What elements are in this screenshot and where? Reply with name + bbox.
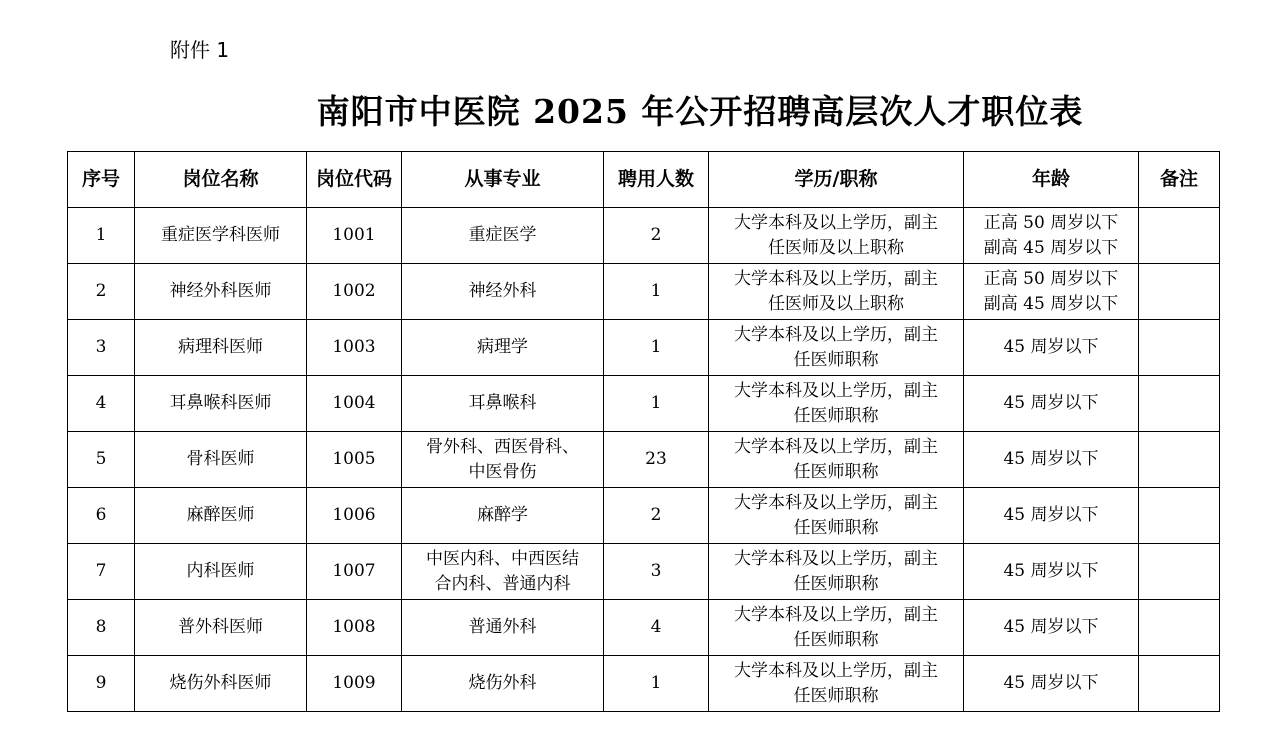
note-cell	[1139, 600, 1220, 656]
row-number-cell: 4	[68, 376, 135, 432]
row-number-cell: 6	[68, 488, 135, 544]
position-name-cell: 神经外科医师	[135, 264, 307, 320]
position-name-cell: 麻醉医师	[135, 488, 307, 544]
hire-count-cell: 1	[604, 656, 709, 712]
note-cell	[1139, 432, 1220, 488]
education-cell	[709, 320, 964, 376]
note-cell	[1139, 264, 1220, 320]
header-cell: 从事专业	[402, 152, 604, 208]
education-cell-line: 大学本科及以上学历，副主	[734, 436, 938, 457]
education-cell	[709, 656, 964, 712]
position-name-cell: 重症医学科医师	[135, 208, 307, 264]
hire-count-cell: 4	[604, 600, 709, 656]
age-cell	[964, 544, 1139, 600]
note-cell	[1139, 376, 1220, 432]
education-cell-line: 任医师职称	[793, 461, 879, 482]
education-cell	[709, 488, 964, 544]
major-cell	[402, 320, 604, 376]
row-number-cell: 7	[68, 544, 135, 600]
position-code-cell: 1007	[307, 544, 402, 600]
hire-count-cell: 2	[604, 488, 709, 544]
education-cell-line: 大学本科及以上学历，副主	[734, 604, 938, 625]
age-cell-line: 45 周岁以下	[1003, 561, 1099, 581]
hire-count-cell: 1	[604, 320, 709, 376]
education-cell	[709, 544, 964, 600]
age-cell	[964, 600, 1139, 656]
education-cell-line: 大学本科及以上学历，副主	[734, 548, 938, 569]
position-code-cell: 1005	[307, 432, 402, 488]
age-cell-line: 45 周岁以下	[1003, 617, 1099, 637]
table-row	[68, 488, 1220, 544]
hire-count-cell: 23	[604, 432, 709, 488]
education-cell	[709, 600, 964, 656]
major-cell-line: 耳鼻喉科	[468, 393, 537, 413]
row-number-cell: 5	[68, 432, 135, 488]
education-cell-line: 任医师职称	[793, 685, 879, 706]
major-cell-line: 骨外科、西医骨科、	[426, 436, 579, 457]
row-number-cell: 9	[68, 656, 135, 712]
position-code-cell: 1002	[307, 264, 402, 320]
hire-count-cell: 2	[604, 208, 709, 264]
major-cell	[402, 376, 604, 432]
header-row	[68, 152, 1220, 208]
education-cell-line: 大学本科及以上学历，副主	[734, 492, 938, 513]
table-row	[68, 376, 1220, 432]
age-cell	[964, 320, 1139, 376]
education-cell-line: 任医师职称	[793, 405, 879, 426]
age-cell-line: 副高 45 周岁以下	[983, 237, 1119, 258]
position-name-cell: 普外科医师	[135, 600, 307, 656]
education-cell-line: 大学本科及以上学历，副主	[734, 212, 938, 233]
education-cell	[709, 432, 964, 488]
age-cell	[964, 208, 1139, 264]
major-cell-line: 重症医学	[468, 225, 537, 245]
education-cell-line: 任医师及以上职称	[768, 293, 904, 314]
table-row	[68, 544, 1220, 600]
education-cell-line: 任医师职称	[793, 517, 879, 538]
major-cell	[402, 264, 604, 320]
position-code-cell: 1009	[307, 656, 402, 712]
table-row	[68, 264, 1220, 320]
major-cell	[402, 208, 604, 264]
age-cell-line: 正高 50 周岁以下	[983, 212, 1119, 233]
education-cell-line: 任医师职称	[793, 349, 879, 370]
education-cell	[709, 208, 964, 264]
age-cell-line: 45 周岁以下	[1003, 393, 1099, 413]
note-cell	[1139, 488, 1220, 544]
major-cell	[402, 488, 604, 544]
header-cell: 序号	[68, 152, 135, 208]
header-cell: 岗位名称	[135, 152, 307, 208]
major-cell-line: 病理学	[477, 337, 528, 357]
table-row	[68, 600, 1220, 656]
position-name-cell: 耳鼻喉科医师	[135, 376, 307, 432]
education-cell	[709, 264, 964, 320]
positions-table	[67, 151, 1220, 712]
age-cell-line: 45 周岁以下	[1003, 337, 1099, 357]
major-cell	[402, 544, 604, 600]
table-row	[68, 656, 1220, 712]
table-row	[68, 320, 1220, 376]
position-name-cell: 病理科医师	[135, 320, 307, 376]
major-cell	[402, 656, 604, 712]
note-cell	[1139, 320, 1220, 376]
education-cell-line: 大学本科及以上学历，副主	[734, 324, 938, 345]
position-name-cell: 烧伤外科医师	[135, 656, 307, 712]
position-code-cell: 1006	[307, 488, 402, 544]
major-cell	[402, 432, 604, 488]
age-cell	[964, 656, 1139, 712]
position-name-cell: 内科医师	[135, 544, 307, 600]
header-cell: 年龄	[964, 152, 1139, 208]
header-cell: 备注	[1139, 152, 1220, 208]
education-cell-line: 任医师职称	[793, 629, 879, 650]
header-cell: 聘用人数	[604, 152, 709, 208]
hire-count-cell: 1	[604, 264, 709, 320]
major-cell-line: 神经外科	[468, 281, 537, 301]
row-number-cell: 3	[68, 320, 135, 376]
position-code-cell: 1001	[307, 208, 402, 264]
note-cell	[1139, 656, 1220, 712]
position-name-cell: 骨科医师	[135, 432, 307, 488]
age-cell-line: 45 周岁以下	[1003, 673, 1099, 693]
age-cell-line: 45 周岁以下	[1003, 505, 1099, 525]
age-cell-line: 正高 50 周岁以下	[983, 268, 1119, 289]
major-cell-line: 合内科、普通内科	[434, 573, 571, 594]
attachment-label: 附件 1	[170, 38, 230, 62]
education-cell-line: 大学本科及以上学历，副主	[734, 380, 938, 401]
education-cell-line: 大学本科及以上学历，副主	[734, 268, 938, 289]
age-cell	[964, 376, 1139, 432]
hire-count-cell: 3	[604, 544, 709, 600]
major-cell-line: 烧伤外科	[468, 673, 537, 693]
note-cell	[1139, 544, 1220, 600]
major-cell-line: 麻醉学	[477, 505, 528, 525]
hire-count-cell: 1	[604, 376, 709, 432]
age-cell	[964, 488, 1139, 544]
education-cell-line: 任医师职称	[793, 573, 879, 594]
row-number-cell: 8	[68, 600, 135, 656]
age-cell-line: 副高 45 周岁以下	[983, 293, 1119, 314]
age-cell-line: 45 周岁以下	[1003, 449, 1099, 469]
major-cell-line: 普通外科	[468, 617, 537, 637]
major-cell-line: 中医内科、中西医结	[426, 548, 579, 569]
header-cell: 岗位代码	[307, 152, 402, 208]
education-cell-line: 任医师及以上职称	[768, 237, 904, 258]
age-cell	[964, 264, 1139, 320]
education-cell	[709, 376, 964, 432]
education-cell-line: 大学本科及以上学历，副主	[734, 660, 938, 681]
page-title: 南阳市中医院 2025 年公开招聘高层次人才职位表	[316, 92, 1084, 131]
age-cell	[964, 432, 1139, 488]
major-cell-line: 中医骨伤	[468, 461, 537, 482]
header-cell: 学历/职称	[709, 152, 964, 208]
position-code-cell: 1004	[307, 376, 402, 432]
row-number-cell: 2	[68, 264, 135, 320]
row-number-cell: 1	[68, 208, 135, 264]
table-row	[68, 432, 1220, 488]
note-cell	[1139, 208, 1220, 264]
table-row	[68, 208, 1220, 264]
position-code-cell: 1003	[307, 320, 402, 376]
position-code-cell: 1008	[307, 600, 402, 656]
major-cell	[402, 600, 604, 656]
